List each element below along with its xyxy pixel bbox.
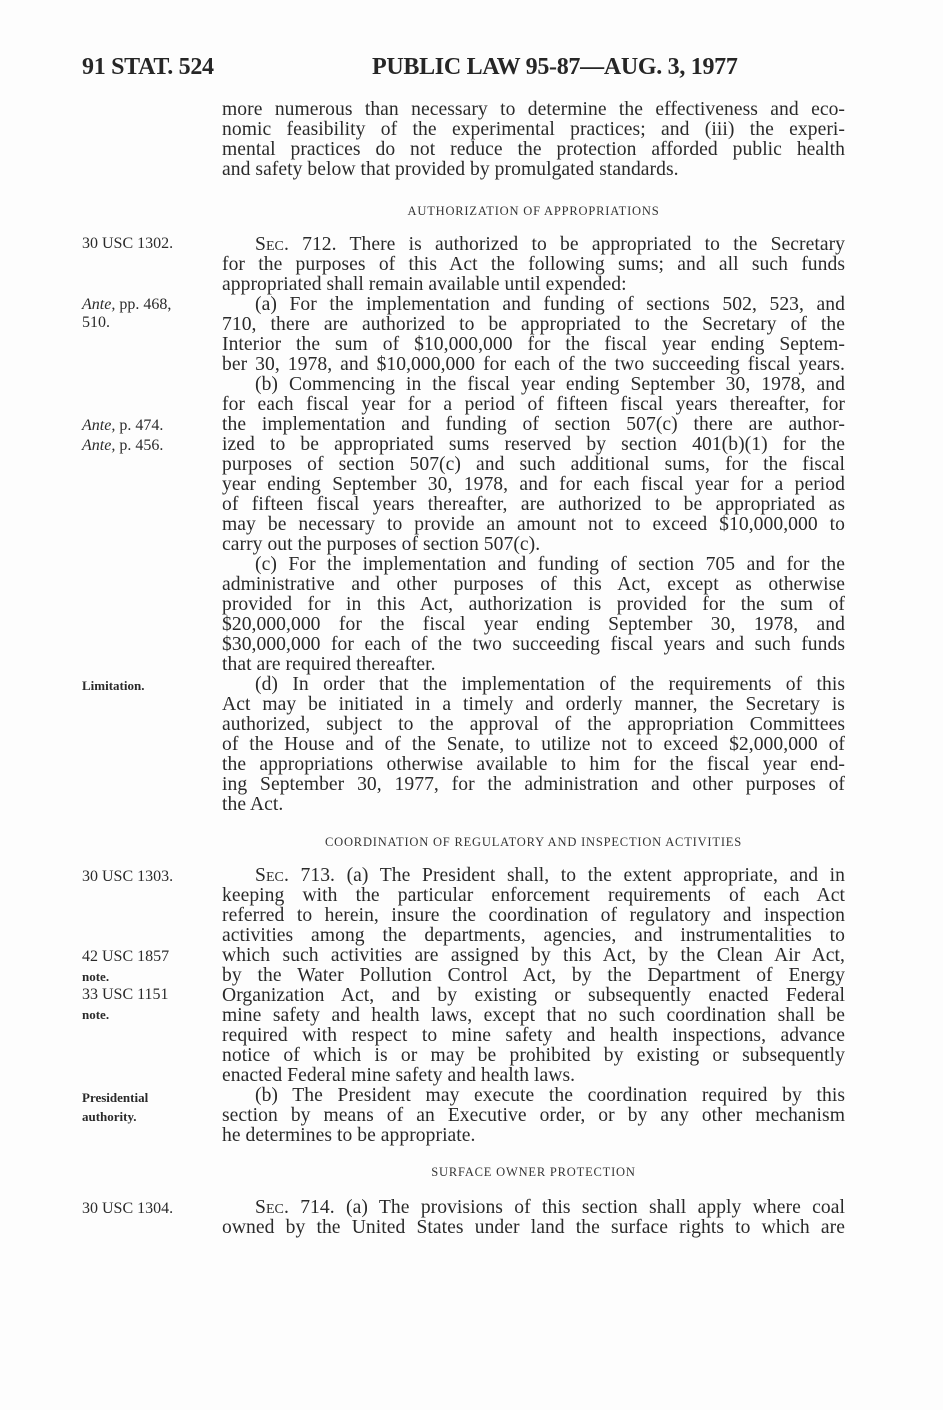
page-header-title: PUBLIC LAW 95-87—AUG. 3, 1977 [372, 54, 738, 80]
margin-note-text: pp. 468, [115, 296, 172, 313]
text-line: notice of which is or may be prohibited by existing or subsequently [222, 1045, 845, 1066]
text-line: $30,000,000 for each of the two succeeding fiscal years and such funds [222, 634, 845, 655]
margin-note-italic: Ante, [82, 417, 116, 434]
text-line: owned by the United States under land the surface rights to which are [222, 1217, 845, 1238]
margin-note-italic: Ante, [82, 437, 116, 454]
text-line: (a) For the implementation and funding of sections 502, 523, and [255, 294, 845, 315]
section-heading-coordination: COORDINATION OF REGULATORY AND INSPECTION ACTIVITIES [325, 835, 742, 849]
text-line: $20,000,000 for the fiscal year ending September 30, 1978, and [222, 614, 845, 635]
text-line: for the purposes of this Act the following sums; and all such funds [222, 254, 845, 275]
text-line: enacted Federal mine safety and health laws. [222, 1065, 576, 1086]
text-line: Act may be initiated in a timely and orderly manner, the Secretary is [222, 694, 845, 715]
text-line: year ending September 30, 1978, and for each fiscal year for a period [222, 474, 845, 495]
text-line: (b) The President may execute the coordination required by this [255, 1085, 845, 1106]
text-line: of the House and of the Senate, to utilize not to exceed $2,000,000 of [222, 734, 845, 755]
text-line: keeping with the particular enforcement requirements of each Act [222, 885, 845, 906]
text-line: the appropriations otherwise available to him for the fiscal year end- [222, 754, 845, 775]
text-line: ized to be appropriated sums reserved by section 401(b)(1) for the [222, 434, 845, 455]
text-line: that are required thereafter. [222, 654, 436, 675]
margin-note-ante-474 [82, 417, 163, 435]
text-line: may be necessary to provide an amount not to exceed $10,000,000 to [222, 514, 845, 535]
section-heading-authorization: AUTHORIZATION OF APPROPRIATIONS [407, 204, 660, 218]
text-line: required with respect to mine safety and health inspections, advance [222, 1025, 845, 1046]
text-line: ber 30, 1978, and $10,000,000 for each of the two succeeding fiscal years. [222, 354, 845, 375]
statute-page-reference: 91 STAT. 524 [82, 54, 214, 80]
section-714-first-line [222, 1198, 845, 1218]
section-heading-surface-owner: SURFACE OWNER PROTECTION [431, 1165, 636, 1179]
section-label: Sec [255, 865, 284, 886]
section-712-first-line [222, 235, 845, 255]
text-line: by the Water Pollution Control Act, by the Department of Energy [222, 965, 845, 986]
text-line: . 714. (a) The provisions of this section shall apply where coal [283, 1197, 845, 1218]
text-line: and safety below that provided by promulgated standards. [222, 159, 679, 180]
margin-note-note: note. [82, 1007, 110, 1022]
text-line: administrative and other purposes of this Act, except as otherwise [222, 574, 845, 595]
text-line: purposes of section 507(c) and such additional sums, for the fiscal [222, 454, 845, 475]
text-line: mine safety and health laws, except that no such coordination shall be [222, 1005, 845, 1026]
margin-note-text: p. 474. [115, 417, 164, 434]
text-line: for each fiscal year for a period of fifteen fiscal years thereafter, for [222, 394, 845, 415]
text-line: nomic feasibility of the experimental practices; and (iii) the experi- [222, 119, 845, 140]
section-label: Sec [255, 1197, 284, 1218]
text-line: the Act. [222, 794, 284, 815]
section-label: Sec [255, 234, 284, 255]
margin-note-30-usc-1303: 30 USC 1303. [82, 868, 174, 885]
margin-note-42-usc-1857: 42 USC 1857 [82, 948, 170, 965]
text-line: referred to herein, insure the coordination of regulatory and inspection [222, 905, 845, 926]
margin-note-limitation: Limitation. [82, 678, 145, 693]
text-line: . 713. (a) The President shall, to the extent appropriate, and in [283, 865, 845, 886]
margin-note-ante-456 [82, 437, 163, 455]
text-line: the implementation and funding of section 507(c) there are author- [222, 414, 845, 435]
text-line: (d) In order that the implementation of the requirements of this [255, 674, 845, 695]
section-713-first-line [222, 866, 845, 886]
text-line: provided for in this Act, authorization is provided for the sum of [222, 594, 845, 615]
text-line: he determines to be appropriate. [222, 1125, 476, 1146]
text-line: activities among the departments, agencies, and instrumentalities to [222, 925, 845, 946]
text-line: section by means of an Executive order, or by any other mechanism [222, 1105, 845, 1126]
margin-note-presidential: Presidential [82, 1090, 149, 1105]
text-line: which such activities are assigned by this Act, by the Clean Air Act, [222, 945, 845, 966]
margin-note-italic: Ante, [82, 296, 116, 313]
margin-note-ante-468 [82, 296, 171, 314]
margin-note-33-usc-1151: 33 USC 1151 [82, 986, 169, 1003]
text-line: Organization Act, and by existing or subsequently enacted Federal [222, 985, 845, 1006]
text-line: . 712. There is authorized to be appropriated to the Secretary [283, 234, 845, 255]
margin-note-note: note. [82, 969, 110, 984]
margin-note-text: p. 456. [115, 437, 164, 454]
margin-note-30-usc-1304: 30 USC 1304. [82, 1200, 174, 1217]
text-line: mental practices do not reduce the protection afforded public health [222, 139, 845, 160]
margin-note-authority: authority. [82, 1109, 137, 1124]
text-line: (c) For the implementation and funding of section 705 and for the [255, 554, 845, 575]
text-line: more numerous than necessary to determine the effectiveness and eco- [222, 99, 845, 120]
text-line: authorized, subject to the approval of the appropriation Committees [222, 714, 845, 735]
margin-note-30-usc-1302: 30 USC 1302. [82, 235, 174, 252]
text-line: of fifteen fiscal years thereafter, are authorized to be appropriated as [222, 494, 845, 515]
text-line: (b) Commencing in the fiscal year ending September 30, 1978, and [255, 374, 845, 395]
margin-note-510: 510. [82, 314, 110, 331]
text-line: Interior the sum of $10,000,000 for the fiscal year ending Septem- [222, 334, 845, 355]
text-line: ing September 30, 1977, for the administration and other purposes of [222, 774, 845, 795]
text-line: appropriated shall remain available until expended: [222, 274, 627, 295]
text-line: 710, there are authorized to be appropriated to the Secretary of the [222, 314, 845, 335]
text-line: carry out the purposes of section 507(c). [222, 534, 541, 555]
